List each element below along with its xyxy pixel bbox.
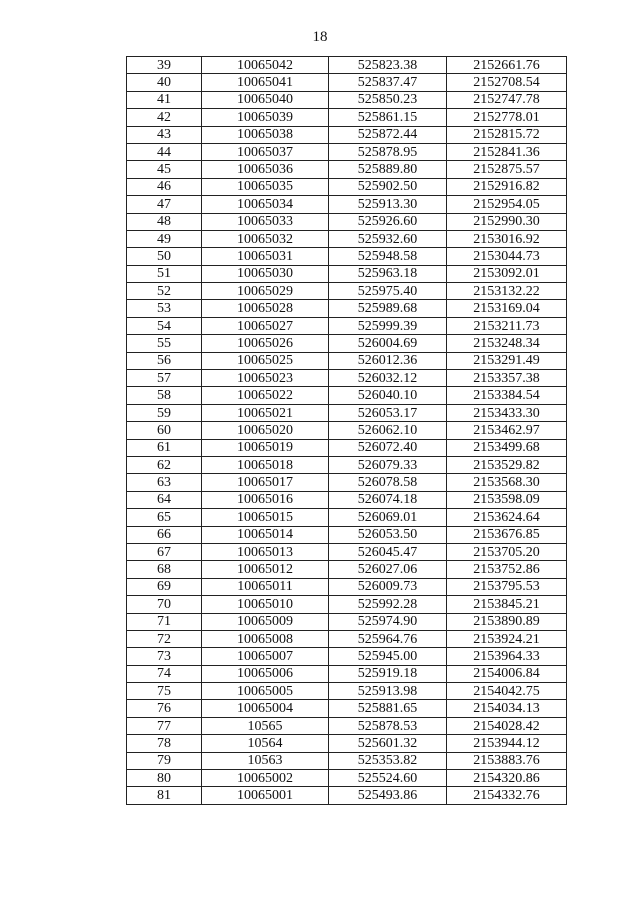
point-id-cell: 10065040 bbox=[202, 91, 329, 108]
point-id-cell: 10065037 bbox=[202, 143, 329, 160]
point-number-cell: 66 bbox=[127, 526, 202, 543]
point-number-cell: 64 bbox=[127, 491, 202, 508]
point-number-cell: 68 bbox=[127, 561, 202, 578]
table-row bbox=[127, 265, 567, 282]
y-coordinate-cell: 2153924.21 bbox=[447, 630, 567, 647]
x-coordinate-cell: 525881.65 bbox=[329, 700, 447, 717]
x-coordinate-cell: 526078.58 bbox=[329, 474, 447, 491]
point-number-cell: 58 bbox=[127, 387, 202, 404]
point-id-cell: 10065029 bbox=[202, 283, 329, 300]
x-coordinate-cell: 525601.32 bbox=[329, 735, 447, 752]
table-row bbox=[127, 509, 567, 526]
x-coordinate-cell: 526069.01 bbox=[329, 509, 447, 526]
x-coordinate-cell: 525493.86 bbox=[329, 787, 447, 804]
table-row bbox=[127, 387, 567, 404]
table-row bbox=[127, 109, 567, 126]
point-id-cell: 10065012 bbox=[202, 561, 329, 578]
table-row bbox=[127, 648, 567, 665]
table-row bbox=[127, 700, 567, 717]
point-id-cell: 10065031 bbox=[202, 248, 329, 265]
table-row bbox=[127, 474, 567, 491]
point-id-cell: 10065014 bbox=[202, 526, 329, 543]
point-id-cell: 10065042 bbox=[202, 57, 329, 74]
y-coordinate-cell: 2153291.49 bbox=[447, 352, 567, 369]
table-row bbox=[127, 91, 567, 108]
table-row bbox=[127, 248, 567, 265]
point-number-cell: 56 bbox=[127, 352, 202, 369]
x-coordinate-cell: 525872.44 bbox=[329, 126, 447, 143]
y-coordinate-cell: 2153568.30 bbox=[447, 474, 567, 491]
y-coordinate-cell: 2154320.86 bbox=[447, 770, 567, 787]
point-id-cell: 10065035 bbox=[202, 178, 329, 195]
point-id-cell: 10065002 bbox=[202, 770, 329, 787]
point-id-cell: 10564 bbox=[202, 735, 329, 752]
y-coordinate-cell: 2153795.53 bbox=[447, 578, 567, 595]
x-coordinate-cell: 525992.28 bbox=[329, 596, 447, 613]
x-coordinate-cell: 525963.18 bbox=[329, 265, 447, 282]
point-number-cell: 49 bbox=[127, 230, 202, 247]
table-row bbox=[127, 491, 567, 508]
point-number-cell: 79 bbox=[127, 752, 202, 769]
y-coordinate-cell: 2154332.76 bbox=[447, 787, 567, 804]
y-coordinate-cell: 2152815.72 bbox=[447, 126, 567, 143]
point-number-cell: 53 bbox=[127, 300, 202, 317]
point-id-cell: 10065032 bbox=[202, 230, 329, 247]
point-id-cell: 10065013 bbox=[202, 543, 329, 560]
point-id-cell: 10065023 bbox=[202, 370, 329, 387]
x-coordinate-cell: 525948.58 bbox=[329, 248, 447, 265]
point-number-cell: 76 bbox=[127, 700, 202, 717]
point-number-cell: 72 bbox=[127, 630, 202, 647]
table-row bbox=[127, 126, 567, 143]
y-coordinate-cell: 2152661.76 bbox=[447, 57, 567, 74]
point-number-cell: 80 bbox=[127, 770, 202, 787]
y-coordinate-cell: 2153890.89 bbox=[447, 613, 567, 630]
x-coordinate-cell: 525823.38 bbox=[329, 57, 447, 74]
x-coordinate-cell: 526074.18 bbox=[329, 491, 447, 508]
point-number-cell: 50 bbox=[127, 248, 202, 265]
coordinates-table bbox=[126, 56, 567, 805]
table-row bbox=[127, 665, 567, 682]
table-row bbox=[127, 752, 567, 769]
point-id-cell: 10065021 bbox=[202, 404, 329, 421]
point-id-cell: 10565 bbox=[202, 717, 329, 734]
x-coordinate-cell: 526004.69 bbox=[329, 335, 447, 352]
table-row bbox=[127, 561, 567, 578]
y-coordinate-cell: 2153132.22 bbox=[447, 283, 567, 300]
x-coordinate-cell: 525932.60 bbox=[329, 230, 447, 247]
x-coordinate-cell: 525902.50 bbox=[329, 178, 447, 195]
point-id-cell: 10065004 bbox=[202, 700, 329, 717]
y-coordinate-cell: 2153092.01 bbox=[447, 265, 567, 282]
point-number-cell: 45 bbox=[127, 161, 202, 178]
point-number-cell: 39 bbox=[127, 57, 202, 74]
point-id-cell: 10065007 bbox=[202, 648, 329, 665]
table-row bbox=[127, 143, 567, 160]
point-number-cell: 44 bbox=[127, 143, 202, 160]
x-coordinate-cell: 525974.90 bbox=[329, 613, 447, 630]
y-coordinate-cell: 2153044.73 bbox=[447, 248, 567, 265]
y-coordinate-cell: 2153211.73 bbox=[447, 317, 567, 334]
table-row bbox=[127, 317, 567, 334]
point-number-cell: 48 bbox=[127, 213, 202, 230]
x-coordinate-cell: 525945.00 bbox=[329, 648, 447, 665]
y-coordinate-cell: 2153248.34 bbox=[447, 335, 567, 352]
y-coordinate-cell: 2153529.82 bbox=[447, 456, 567, 473]
y-coordinate-cell: 2152778.01 bbox=[447, 109, 567, 126]
y-coordinate-cell: 2153499.68 bbox=[447, 439, 567, 456]
table-row bbox=[127, 57, 567, 74]
y-coordinate-cell: 2153752.86 bbox=[447, 561, 567, 578]
x-coordinate-cell: 525913.98 bbox=[329, 683, 447, 700]
point-id-cell: 10065041 bbox=[202, 74, 329, 91]
x-coordinate-cell: 526079.33 bbox=[329, 456, 447, 473]
point-number-cell: 74 bbox=[127, 665, 202, 682]
point-id-cell: 10065028 bbox=[202, 300, 329, 317]
y-coordinate-cell: 2153705.20 bbox=[447, 543, 567, 560]
point-id-cell: 10065034 bbox=[202, 196, 329, 213]
table-row bbox=[127, 422, 567, 439]
point-number-cell: 55 bbox=[127, 335, 202, 352]
x-coordinate-cell: 525850.23 bbox=[329, 91, 447, 108]
table-row bbox=[127, 74, 567, 91]
table-row bbox=[127, 526, 567, 543]
point-number-cell: 67 bbox=[127, 543, 202, 560]
table-row bbox=[127, 161, 567, 178]
point-number-cell: 54 bbox=[127, 317, 202, 334]
point-id-cell: 10065016 bbox=[202, 491, 329, 508]
y-coordinate-cell: 2152841.36 bbox=[447, 143, 567, 160]
table-row bbox=[127, 213, 567, 230]
point-number-cell: 59 bbox=[127, 404, 202, 421]
point-id-cell: 10065015 bbox=[202, 509, 329, 526]
y-coordinate-cell: 2153883.76 bbox=[447, 752, 567, 769]
point-id-cell: 10065011 bbox=[202, 578, 329, 595]
table-row bbox=[127, 456, 567, 473]
x-coordinate-cell: 526072.40 bbox=[329, 439, 447, 456]
point-id-cell: 10065033 bbox=[202, 213, 329, 230]
point-id-cell: 10065009 bbox=[202, 613, 329, 630]
y-coordinate-cell: 2153676.85 bbox=[447, 526, 567, 543]
x-coordinate-cell: 525999.39 bbox=[329, 317, 447, 334]
table-row bbox=[127, 717, 567, 734]
point-id-cell: 10065022 bbox=[202, 387, 329, 404]
y-coordinate-cell: 2152954.05 bbox=[447, 196, 567, 213]
x-coordinate-cell: 526009.73 bbox=[329, 578, 447, 595]
point-number-cell: 75 bbox=[127, 683, 202, 700]
table-row bbox=[127, 787, 567, 804]
point-number-cell: 57 bbox=[127, 370, 202, 387]
point-number-cell: 65 bbox=[127, 509, 202, 526]
point-id-cell: 10065027 bbox=[202, 317, 329, 334]
table-row bbox=[127, 735, 567, 752]
point-id-cell: 10065018 bbox=[202, 456, 329, 473]
point-number-cell: 46 bbox=[127, 178, 202, 195]
point-number-cell: 78 bbox=[127, 735, 202, 752]
point-number-cell: 42 bbox=[127, 109, 202, 126]
x-coordinate-cell: 526053.17 bbox=[329, 404, 447, 421]
table-row bbox=[127, 370, 567, 387]
y-coordinate-cell: 2152875.57 bbox=[447, 161, 567, 178]
y-coordinate-cell: 2153845.21 bbox=[447, 596, 567, 613]
point-number-cell: 40 bbox=[127, 74, 202, 91]
point-number-cell: 51 bbox=[127, 265, 202, 282]
y-coordinate-cell: 2153944.12 bbox=[447, 735, 567, 752]
point-number-cell: 73 bbox=[127, 648, 202, 665]
y-coordinate-cell: 2154028.42 bbox=[447, 717, 567, 734]
point-id-cell: 10065025 bbox=[202, 352, 329, 369]
coordinates-table-body bbox=[127, 57, 567, 805]
point-number-cell: 52 bbox=[127, 283, 202, 300]
x-coordinate-cell: 526032.12 bbox=[329, 370, 447, 387]
table-row bbox=[127, 439, 567, 456]
x-coordinate-cell: 525964.76 bbox=[329, 630, 447, 647]
y-coordinate-cell: 2153964.33 bbox=[447, 648, 567, 665]
y-coordinate-cell: 2154006.84 bbox=[447, 665, 567, 682]
x-coordinate-cell: 526053.50 bbox=[329, 526, 447, 543]
point-id-cell: 10065005 bbox=[202, 683, 329, 700]
x-coordinate-cell: 525926.60 bbox=[329, 213, 447, 230]
table-row bbox=[127, 613, 567, 630]
point-number-cell: 61 bbox=[127, 439, 202, 456]
y-coordinate-cell: 2152708.54 bbox=[447, 74, 567, 91]
point-number-cell: 47 bbox=[127, 196, 202, 213]
point-number-cell: 71 bbox=[127, 613, 202, 630]
x-coordinate-cell: 525878.53 bbox=[329, 717, 447, 734]
point-number-cell: 81 bbox=[127, 787, 202, 804]
point-id-cell: 10065038 bbox=[202, 126, 329, 143]
table-row bbox=[127, 230, 567, 247]
x-coordinate-cell: 525989.68 bbox=[329, 300, 447, 317]
y-coordinate-cell: 2154034.13 bbox=[447, 700, 567, 717]
point-id-cell: 10065001 bbox=[202, 787, 329, 804]
point-number-cell: 77 bbox=[127, 717, 202, 734]
table-row bbox=[127, 335, 567, 352]
point-id-cell: 10065006 bbox=[202, 665, 329, 682]
point-id-cell: 10065017 bbox=[202, 474, 329, 491]
point-number-cell: 63 bbox=[127, 474, 202, 491]
point-id-cell: 10065036 bbox=[202, 161, 329, 178]
point-id-cell: 10065039 bbox=[202, 109, 329, 126]
y-coordinate-cell: 2152747.78 bbox=[447, 91, 567, 108]
x-coordinate-cell: 526027.06 bbox=[329, 561, 447, 578]
point-id-cell: 10065020 bbox=[202, 422, 329, 439]
point-id-cell: 10065019 bbox=[202, 439, 329, 456]
table-row bbox=[127, 683, 567, 700]
y-coordinate-cell: 2153433.30 bbox=[447, 404, 567, 421]
table-row bbox=[127, 283, 567, 300]
point-id-cell: 10065030 bbox=[202, 265, 329, 282]
y-coordinate-cell: 2153598.09 bbox=[447, 491, 567, 508]
x-coordinate-cell: 526040.10 bbox=[329, 387, 447, 404]
point-id-cell: 10065008 bbox=[202, 630, 329, 647]
x-coordinate-cell: 525837.47 bbox=[329, 74, 447, 91]
point-number-cell: 69 bbox=[127, 578, 202, 595]
x-coordinate-cell: 525878.95 bbox=[329, 143, 447, 160]
point-number-cell: 62 bbox=[127, 456, 202, 473]
table-row bbox=[127, 404, 567, 421]
x-coordinate-cell: 525913.30 bbox=[329, 196, 447, 213]
x-coordinate-cell: 526012.36 bbox=[329, 352, 447, 369]
y-coordinate-cell: 2152990.30 bbox=[447, 213, 567, 230]
x-coordinate-cell: 525861.15 bbox=[329, 109, 447, 126]
x-coordinate-cell: 525524.60 bbox=[329, 770, 447, 787]
table-row bbox=[127, 630, 567, 647]
y-coordinate-cell: 2152916.82 bbox=[447, 178, 567, 195]
x-coordinate-cell: 526045.47 bbox=[329, 543, 447, 560]
y-coordinate-cell: 2153624.64 bbox=[447, 509, 567, 526]
table-row bbox=[127, 596, 567, 613]
table-row bbox=[127, 178, 567, 195]
x-coordinate-cell: 526062.10 bbox=[329, 422, 447, 439]
page-number: 18 bbox=[312, 29, 328, 45]
point-number-cell: 60 bbox=[127, 422, 202, 439]
x-coordinate-cell: 525975.40 bbox=[329, 283, 447, 300]
y-coordinate-cell: 2153384.54 bbox=[447, 387, 567, 404]
point-number-cell: 43 bbox=[127, 126, 202, 143]
x-coordinate-cell: 525919.18 bbox=[329, 665, 447, 682]
point-id-cell: 10563 bbox=[202, 752, 329, 769]
y-coordinate-cell: 2153016.92 bbox=[447, 230, 567, 247]
y-coordinate-cell: 2153357.38 bbox=[447, 370, 567, 387]
table-row bbox=[127, 578, 567, 595]
table-row bbox=[127, 300, 567, 317]
y-coordinate-cell: 2153462.97 bbox=[447, 422, 567, 439]
point-id-cell: 10065010 bbox=[202, 596, 329, 613]
point-number-cell: 41 bbox=[127, 91, 202, 108]
table-row bbox=[127, 196, 567, 213]
table-row bbox=[127, 543, 567, 560]
point-number-cell: 70 bbox=[127, 596, 202, 613]
y-coordinate-cell: 2154042.75 bbox=[447, 683, 567, 700]
x-coordinate-cell: 525889.80 bbox=[329, 161, 447, 178]
y-coordinate-cell: 2153169.04 bbox=[447, 300, 567, 317]
table-row bbox=[127, 352, 567, 369]
point-id-cell: 10065026 bbox=[202, 335, 329, 352]
table-row bbox=[127, 770, 567, 787]
x-coordinate-cell: 525353.82 bbox=[329, 752, 447, 769]
